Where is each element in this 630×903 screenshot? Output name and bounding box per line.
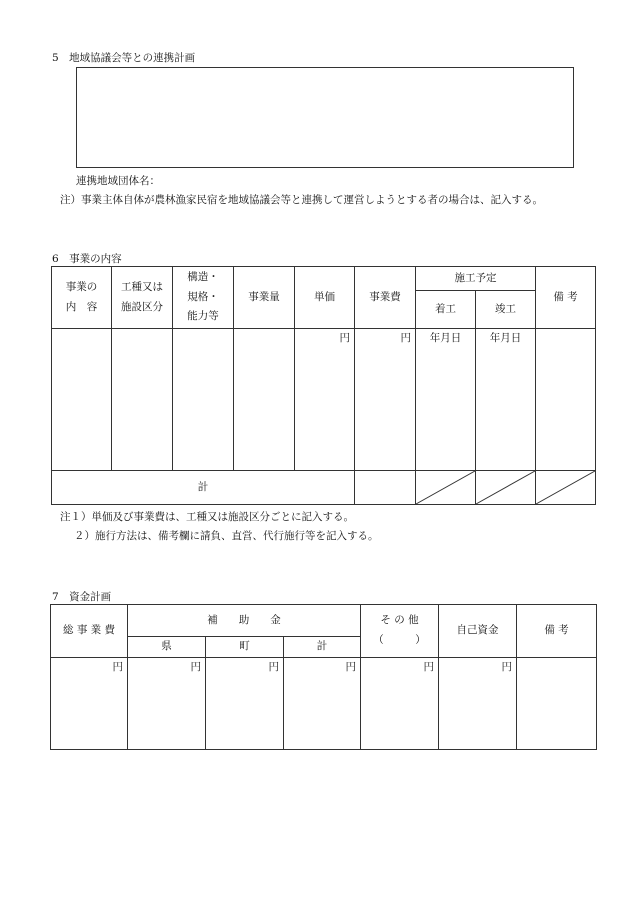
header-content: 事業の 内 容 bbox=[52, 267, 112, 329]
funding-plan-table bbox=[50, 604, 597, 750]
section5-group-label: 連携地域団体名： bbox=[76, 175, 160, 187]
cell-total[interactable]: 円 bbox=[51, 658, 128, 750]
header-other: そ の 他 （ ） bbox=[361, 605, 439, 658]
cell-structure[interactable] bbox=[173, 329, 234, 471]
header-cost: 事業費 bbox=[355, 267, 416, 329]
total-finish-struck bbox=[476, 471, 536, 505]
section7-heading: 7 資金計画 bbox=[52, 591, 112, 603]
cell-finish[interactable]: 年月日 bbox=[476, 329, 536, 471]
header-type: 工種又は 施設区分 bbox=[112, 267, 173, 329]
section6-note2: ２）施行方法は、備考欄に請負、直営、代行施行等を記入する。 bbox=[74, 530, 379, 542]
header-quantity: 事業量 bbox=[234, 267, 295, 329]
header-schedule: 施工予定 bbox=[416, 267, 536, 291]
total-cost[interactable] bbox=[355, 471, 416, 505]
cell-cost[interactable]: 円 bbox=[355, 329, 416, 471]
cell-own-funds[interactable]: 円 bbox=[439, 658, 517, 750]
cell-quantity[interactable] bbox=[234, 329, 295, 471]
cell-content[interactable] bbox=[52, 329, 112, 471]
cell-unit-price[interactable]: 円 bbox=[295, 329, 355, 471]
cell-fund-remarks[interactable] bbox=[517, 658, 597, 750]
header-town: 町 bbox=[206, 637, 284, 658]
section6-heading: 6 事業の内容 bbox=[52, 253, 122, 265]
section5-note: 注）事業主体自体が農林漁家民宿を地域協議会等と連携して運営しようとする者の場合は、記入する。 bbox=[60, 194, 543, 206]
section5-plan-box[interactable] bbox=[76, 67, 574, 168]
header-finish: 竣工 bbox=[476, 291, 536, 329]
cell-type[interactable] bbox=[112, 329, 173, 471]
header-total: 総 事 業 費 bbox=[51, 605, 128, 658]
cell-other[interactable]: 円 bbox=[361, 658, 439, 750]
header-unit-price: 単価 bbox=[295, 267, 355, 329]
total-start-struck bbox=[416, 471, 476, 505]
cell-start[interactable]: 年月日 bbox=[416, 329, 476, 471]
cell-remarks[interactable] bbox=[536, 329, 596, 471]
project-content-table bbox=[51, 266, 596, 505]
header-fund-remarks: 備 考 bbox=[517, 605, 597, 658]
total-label: 計 bbox=[52, 471, 355, 505]
cell-prefecture[interactable]: 円 bbox=[128, 658, 206, 750]
section5-heading: 5 地域協議会等との連携計画 bbox=[52, 52, 196, 64]
header-structure: 構造・ 規格・ 能力等 bbox=[173, 267, 234, 329]
cell-subtotal[interactable]: 円 bbox=[284, 658, 361, 750]
section6-note1: 注１）単価及び事業費は、工種又は施設区分ごとに記入する。 bbox=[60, 511, 354, 523]
header-remarks: 備 考 bbox=[536, 267, 596, 329]
header-subtotal: 計 bbox=[284, 637, 361, 658]
cell-town[interactable]: 円 bbox=[206, 658, 284, 750]
total-remarks-struck bbox=[536, 471, 596, 505]
header-start: 着工 bbox=[416, 291, 476, 329]
header-own-funds: 自己資金 bbox=[439, 605, 517, 658]
header-subsidy: 補 助 金 bbox=[128, 605, 361, 637]
header-prefecture: 県 bbox=[128, 637, 206, 658]
